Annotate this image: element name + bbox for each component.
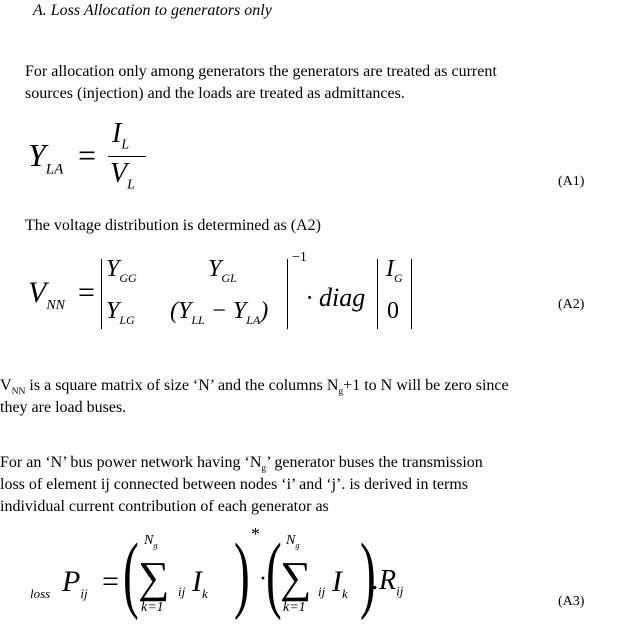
eq-symbol: − Y	[204, 298, 247, 324]
eq-symbol: V	[28, 276, 47, 309]
eq-symbol: )	[260, 298, 269, 324]
subscript: g	[261, 463, 267, 475]
subscript: NN	[11, 386, 26, 398]
conjugate-star: *	[251, 524, 260, 544]
vector-bar-right	[411, 259, 412, 329]
subscript: g	[338, 386, 344, 398]
section-title: A. Loss Allocation to generators only	[33, 2, 272, 19]
vector-bar-left	[377, 259, 378, 329]
fraction-bar	[108, 156, 146, 157]
eq-symbol: I	[332, 565, 342, 598]
eq-symbol: Y	[208, 256, 222, 282]
paragraph-line: individual current contribution of each generator as	[0, 498, 329, 515]
eq-subscript: GG	[119, 270, 137, 285]
eq-symbol: N	[144, 533, 154, 548]
paragraph-line: loss of element ij connected between nodes ‘i’ and ‘j’. is derived in terms	[0, 476, 468, 493]
paragraph-line: For allocation only among generators the generators are treated as current	[25, 63, 497, 80]
paragraph-line: The voltage distribution is determined as (A2)	[25, 217, 321, 234]
text: For an ‘N’ bus power network having ‘N	[0, 454, 262, 471]
eq-subscript: L	[121, 137, 130, 153]
left-paren: (	[123, 525, 139, 621]
eq-symbol: 0	[387, 298, 399, 324]
eq-symbol: I	[112, 118, 122, 149]
equals-sign: =	[102, 565, 119, 598]
eq-subscript: NN	[46, 298, 66, 313]
eq-subscript: L	[127, 177, 135, 193]
eq-subscript: ij	[178, 584, 186, 599]
eq-subscript: g	[153, 540, 158, 550]
eq-subscript: ij	[318, 584, 326, 599]
text: is a square matrix of size ‘N’ and the columns N	[25, 377, 339, 394]
eq-subscript: k	[202, 586, 208, 601]
eq-subscript: ij	[396, 583, 404, 599]
eq-symbol: Y	[106, 298, 120, 324]
eq-subscript: LA	[45, 161, 64, 178]
loss-prefix: loss	[30, 586, 51, 601]
text: ’ generator buses the transmission	[266, 454, 483, 471]
equals-sign: =	[78, 276, 95, 309]
inverse-exponent: −1	[292, 250, 307, 265]
eq-subscript: G	[394, 270, 403, 285]
right-paren: )	[360, 525, 376, 621]
sum-lower-limit: k=1	[283, 600, 306, 615]
eq-subscript: ij	[80, 586, 88, 601]
left-paren: (	[266, 525, 282, 621]
equation-number: (A2)	[558, 297, 585, 312]
eq-subscript: LL	[191, 312, 205, 327]
summation-icon: ∑	[280, 553, 312, 602]
dot-operator: ·	[259, 566, 267, 592]
diag-operator: · diag	[306, 283, 366, 312]
eq-subscript: LG	[119, 312, 135, 327]
eq-subscript: k	[342, 586, 348, 601]
eq-symbol: V	[110, 158, 128, 189]
eq-symbol: (Y	[170, 298, 192, 324]
equation-number: (A3)	[558, 594, 585, 609]
eq-symbol: Y	[106, 256, 120, 282]
eq-symbol: .R	[372, 565, 397, 596]
text: +1 to N will be zero since	[343, 377, 509, 394]
eq-symbol: P	[62, 565, 81, 598]
eq-subscript: g	[295, 540, 300, 550]
eq-symbol: I	[192, 565, 202, 598]
paragraph-line: they are load buses.	[0, 399, 127, 416]
determinant-bar-right	[287, 259, 288, 329]
eq-symbol: N	[286, 533, 296, 548]
equation-number: (A1)	[558, 174, 585, 189]
determinant-bar-left	[101, 259, 102, 329]
eq-symbol: Y	[28, 137, 46, 173]
eq-subscript: GL	[221, 270, 237, 285]
sum-lower-limit: k=1	[141, 600, 164, 615]
text: V	[0, 377, 12, 394]
right-paren: )	[234, 525, 250, 621]
eq-subscript: LA	[246, 312, 261, 327]
eq-symbol: I	[386, 256, 394, 282]
paragraph-line: sources (injection) and the loads are treated as admittances.	[25, 85, 405, 102]
equals-sign: =	[78, 137, 97, 173]
summation-icon: ∑	[138, 553, 170, 602]
